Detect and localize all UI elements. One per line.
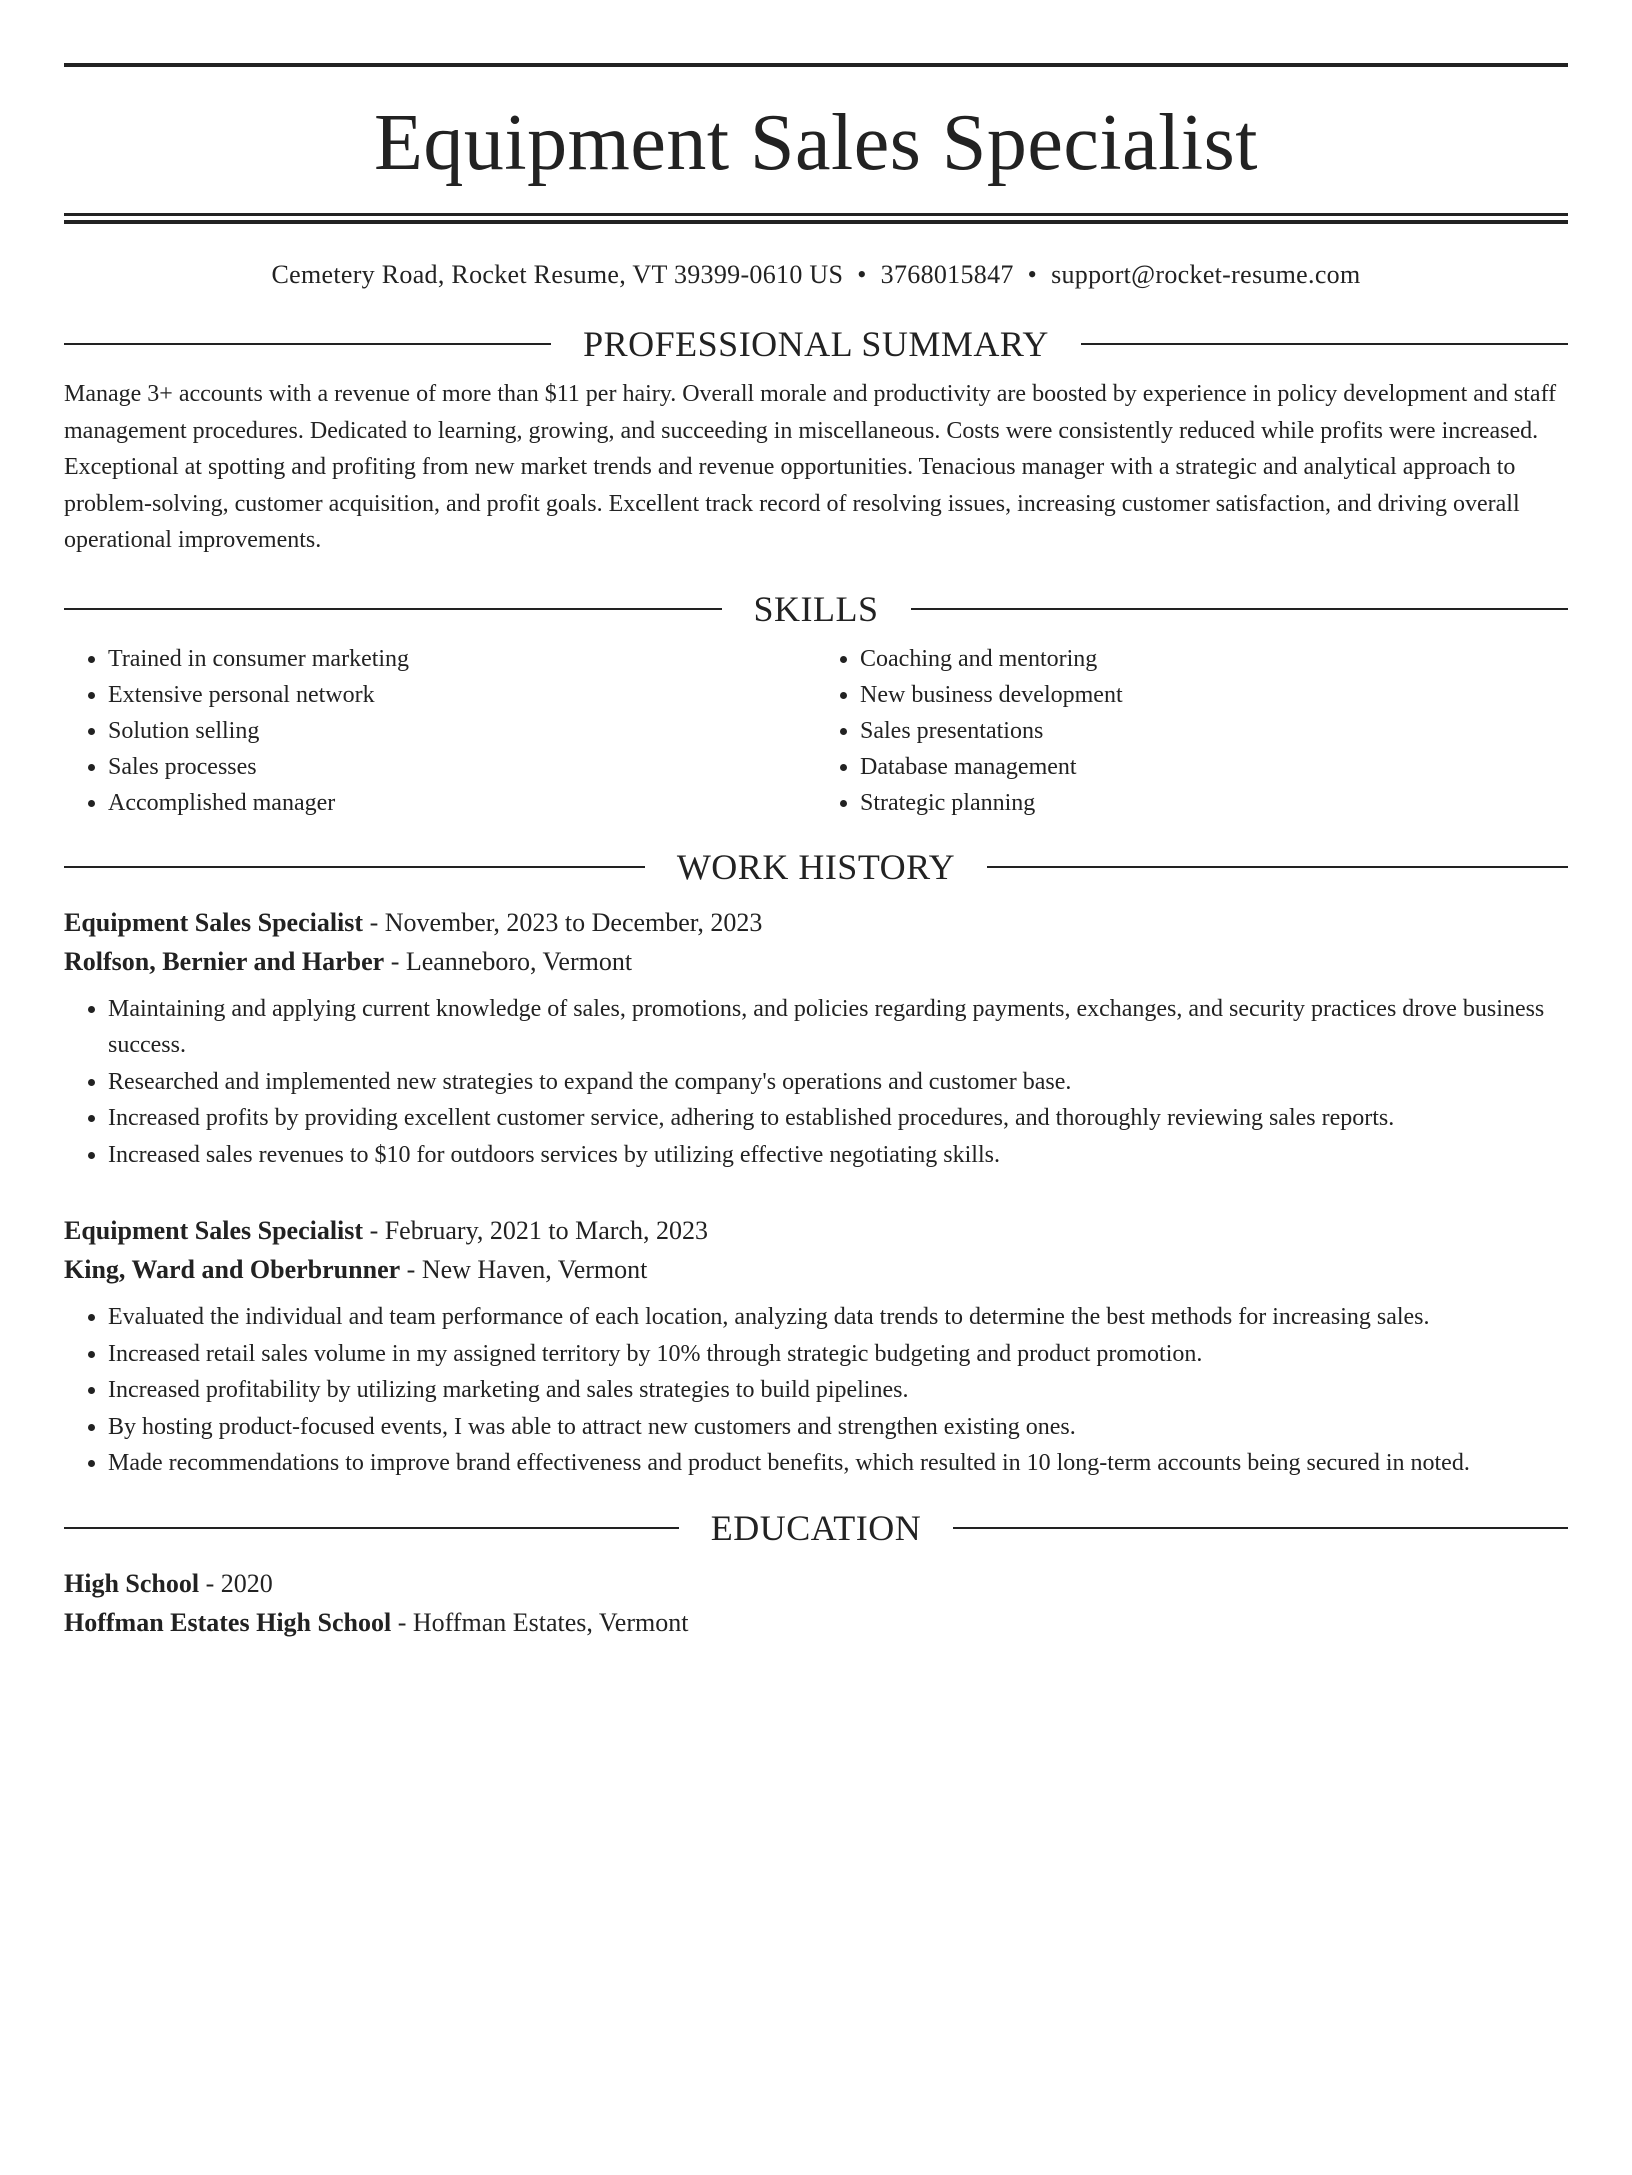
job-bullet: • Made recommendations to improve brand effectiveness and product benefits, which resulted in 10 long-term accounts being secured in noted.: [108, 1445, 1568, 1482]
education-degree: High School: [64, 1568, 200, 1598]
heading-rule: [953, 1527, 1568, 1529]
job-entry: [64, 1211, 1568, 1482]
skills-column-left: [64, 641, 816, 821]
job-bullet: • Evaluated the individual and team performance of each location, analyzing data trends to determine the best methods for increasing sales.: [108, 1299, 1568, 1336]
section-heading-skills: [64, 589, 1568, 629]
header-double-rule: [64, 213, 1568, 224]
job-bullets: [64, 991, 1568, 1174]
job-title: Equipment Sales Specialist: [64, 907, 364, 937]
section-title: EDUCATION: [710, 1507, 922, 1548]
education-degree-line: [64, 1564, 1568, 1603]
job-company: Rolfson, Bernier and Harber: [64, 946, 385, 976]
job-bullet: • Increased sales revenues to $10 for outdoors services by utilizing effective negotiating skills.: [108, 1137, 1568, 1174]
education-entry: [64, 1564, 1568, 1642]
skill-item: • Accomplished manager: [108, 785, 816, 821]
summary-text: Manage 3+ accounts with a revenue of more than $11 per hairy. Overall morale and productivity are boosted by experience in policy development and staff management procedures. Dedicated to learning, growing, and succeeding in miscellaneous. Costs were consistently reduced while profits were increased. Exceptional at spotting and profiting from new market trends and revenue opportunities. Tenacious manager with a strategic and analytical approach to problem-solving, customer acquisition, and profit goals. Excellent track record of resolving issues, increasing customer satisfaction, and driving overall operational improvements.: [64, 381, 1557, 553]
skills-column-right: [816, 641, 1568, 821]
heading-rule: [1081, 343, 1568, 345]
section-title: PROFESSIONAL SUMMARY: [583, 324, 1049, 364]
job-dates: - November, 2023 to December, 2023: [363, 907, 763, 937]
skill-item: • Sales processes: [108, 749, 816, 785]
skill-item: • Coaching and mentoring: [860, 641, 1568, 677]
job-title-line: [64, 1211, 1568, 1250]
section-title: WORK HISTORY: [676, 846, 956, 887]
education-school-line: [64, 1603, 1568, 1642]
skill-item: • Solution selling: [108, 713, 816, 749]
job-bullet: • Increased retail sales volume in my assigned territory by 10% through strategic budgeting and product promotion.: [108, 1336, 1568, 1373]
skill-item: • Database management: [860, 749, 1568, 785]
job-title-line: [64, 903, 1568, 942]
skill-item: • Trained in consumer marketing: [108, 641, 816, 677]
contact-phone: 3768015847: [880, 260, 1014, 289]
job-entry: [64, 903, 1568, 1174]
contact-address: Cemetery Road, Rocket Resume, VT 39399-0610 US: [271, 260, 844, 289]
heading-rule: [64, 1527, 679, 1529]
heading-rule: [64, 866, 645, 868]
contact-email: support@rocket-resume.com: [1051, 260, 1361, 289]
job-company-line: [64, 942, 1568, 981]
heading-rule: [64, 608, 722, 610]
job-bullet: • By hosting product-focused events, I was able to attract new customers and strengthen existing ones.: [108, 1409, 1568, 1446]
heading-rule: [987, 866, 1568, 868]
job-bullets: [64, 1299, 1568, 1482]
job-bullet: • Increased profitability by utilizing marketing and sales strategies to build pipelines.: [108, 1372, 1568, 1409]
education-school: Hoffman Estates High School: [64, 1607, 392, 1637]
education-location: - Hoffman Estates, Vermont: [391, 1607, 689, 1637]
job-location: - New Haven, Vermont: [400, 1255, 648, 1284]
contact-separator: •: [857, 260, 867, 289]
header-top-rule: [64, 63, 1568, 67]
contact-line: [64, 260, 1568, 290]
job-dates: - February, 2021 to March, 2023: [363, 1216, 708, 1245]
skill-item: • Sales presentations: [860, 713, 1568, 749]
job-company-line: [64, 1250, 1568, 1289]
skill-item: • Extensive personal network: [108, 677, 816, 713]
job-bullet: • Increased profits by providing excellent customer service, adhering to established procedures, and thoroughly reviewing sales reports.: [108, 1100, 1568, 1137]
resume-page: [0, 63, 1632, 2175]
section-heading-education: [64, 1508, 1568, 1548]
skill-item: • Strategic planning: [860, 785, 1568, 821]
section-heading-work: [64, 847, 1568, 887]
contact-separator: •: [1027, 260, 1038, 289]
job-bullet: • Researched and implemented new strategies to expand the company's operations and customer base.: [108, 1064, 1568, 1101]
job-company: King, Ward and Oberbrunner: [64, 1255, 401, 1284]
job-title: Equipment Sales Specialist: [64, 1216, 364, 1245]
section-heading-summary: [64, 324, 1568, 364]
resume-name: Equipment Sales Specialist: [374, 99, 1258, 187]
education-year: - 2020: [199, 1568, 273, 1598]
skills-list: [64, 641, 1568, 821]
skill-item: • New business development: [860, 677, 1568, 713]
job-bullet: • Maintaining and applying current knowledge of sales, promotions, and policies regarding payments, exchanges, and security practices drove business success.: [108, 991, 1568, 1064]
section-title: SKILLS: [753, 588, 879, 629]
heading-rule: [64, 343, 551, 345]
heading-rule: [911, 608, 1569, 610]
job-location: - Leanneboro, Vermont: [384, 946, 633, 976]
